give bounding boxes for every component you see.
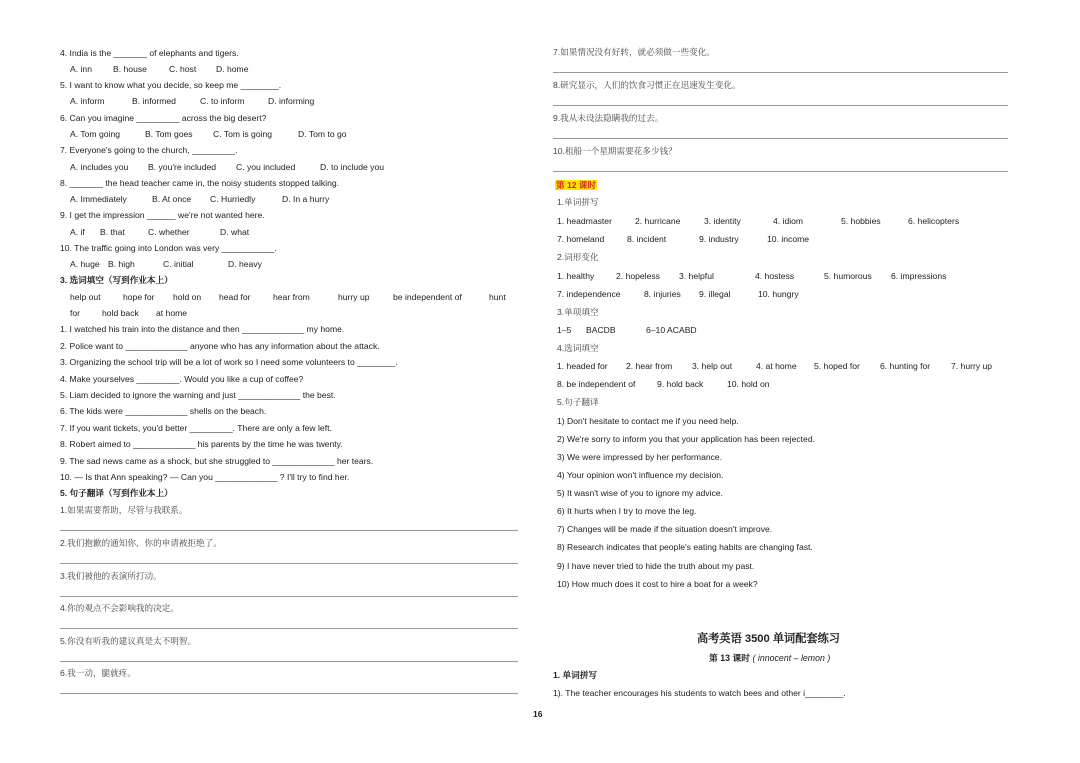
option-c: C. you included xyxy=(236,162,296,172)
translation-item-9: 9.我从未设法隐瞒我的过去。 xyxy=(553,113,664,123)
answer-item: 2. hear from xyxy=(626,361,673,371)
option-d: D. Tom to go xyxy=(298,129,347,139)
translation-item-5: 5.你没有听我的建议真是太不明智。 xyxy=(60,636,197,646)
translation-answer-4: 4) Your opinion won't influence my decision. xyxy=(557,470,724,480)
answer-item: 5. humorous xyxy=(824,271,872,281)
option-c: C. Hurriedly xyxy=(210,194,256,204)
option-c: C. to inform xyxy=(200,96,245,106)
answer-item: 2. hopeless xyxy=(616,271,660,281)
option-a: A. Immediately xyxy=(70,194,127,204)
answer-item: 7. homeland xyxy=(557,234,605,244)
answer-item: 2. hurricane xyxy=(635,216,681,226)
translation-answer-3: 3) We were impressed by her performance. xyxy=(557,452,723,462)
mc-question-5: 5. I want to know what you decide, so keep me ________. xyxy=(60,80,282,90)
answer-item: 10. hungry xyxy=(758,289,799,299)
answer-item: 9. industry xyxy=(699,234,739,244)
answer-item: 6. hunting for xyxy=(880,361,931,371)
fill-item-4: 4. Make yourselves _________. Would you like a cup of coffee? xyxy=(60,374,304,384)
translation-item-8: 8.研究显示，人们的饮食习惯正在迅速发生变化。 xyxy=(553,80,741,90)
word-bank-item: hurry up xyxy=(338,292,370,302)
page-number: 16 xyxy=(533,709,543,719)
mc-question-4: 4. India is the _______ of elephants and tigers. xyxy=(60,48,239,58)
answer-section-4-title: 4.选词填空 xyxy=(557,343,599,353)
mc-question-10: 10. The traffic going into London was very ___________. xyxy=(60,243,277,253)
lesson-13-section-1-title: 1. 单词拼写 xyxy=(553,670,597,680)
fill-item-9: 9. The sad news came as a shock, but she struggled to _____________ her tears. xyxy=(60,456,374,466)
answer-item: 5. hoped for xyxy=(814,361,860,371)
section-3-title: 3. 选词填空（写到作业本上） xyxy=(60,275,173,285)
mc-question-6: 6. Can you imagine _________ across the big desert? xyxy=(60,113,267,123)
answer-line xyxy=(60,563,518,564)
translation-item-7: 7.如果情况没有好转，就必须做一些变化。 xyxy=(553,47,715,57)
lesson-12-heading xyxy=(555,180,597,191)
answer-item: 6. helicopters xyxy=(908,216,960,226)
answer-item: 1. headed for xyxy=(557,361,608,371)
option-b: B. At once xyxy=(152,194,192,204)
option-c: C. Tom is going xyxy=(213,129,273,139)
option-c: C. host xyxy=(169,64,197,74)
fill-item-1: 1. I watched his train into the distance and then _____________ my home. xyxy=(60,324,345,334)
translation-item-6: 6.我一动，腿就疼。 xyxy=(60,668,136,678)
option-b: B. you're included xyxy=(148,162,217,172)
answer-line xyxy=(553,138,1008,139)
answer-line xyxy=(60,693,518,694)
mc-question-8: 8. _______ the head teacher came in, the noisy students stopped talking. xyxy=(60,178,340,188)
translation-answer-8: 8) Research indicates that people's eating habits are changing fast. xyxy=(557,542,813,552)
option-a: A. huge xyxy=(70,259,100,269)
translation-answer-1: 1) Don't hesitate to contact me if you need help. xyxy=(557,416,739,426)
word-bank-item: hear from xyxy=(273,292,310,302)
word-bank-item: head for xyxy=(219,292,251,302)
answer-item: 1–5 xyxy=(557,325,572,335)
translation-item-2: 2.我们抱歉的通知你，你的申请被拒绝了。 xyxy=(60,538,222,548)
word-bank-item: at home xyxy=(156,308,188,318)
translation-item-10: 10.租船一个星期需要花多少钱？ xyxy=(553,146,677,156)
answer-item: 1. headmaster xyxy=(557,216,612,226)
answer-line xyxy=(60,661,518,662)
answer-item: 4. at home xyxy=(756,361,797,371)
answer-item: 4. hostess xyxy=(755,271,795,281)
fill-item-7: 7. If you want tickets, you'd better _________. There are only a few left. xyxy=(60,423,332,433)
lesson-13-label: 第 13 课时 xyxy=(709,653,751,663)
lesson-13-heading xyxy=(709,651,830,664)
option-a: A. if xyxy=(70,227,85,237)
option-a: A. inn xyxy=(70,64,92,74)
answer-section-3-title: 3.单项填空 xyxy=(557,307,599,317)
word-bank-item: hold on xyxy=(173,292,202,302)
word-bank-item: help out xyxy=(70,292,101,302)
word-bank-item: hunt xyxy=(489,292,506,302)
option-d: D. In a hurry xyxy=(282,194,330,204)
word-bank-item: be independent of xyxy=(393,292,462,302)
answer-item: 8. injuries xyxy=(644,289,681,299)
answer-line xyxy=(60,596,518,597)
answer-item: 3. helpful xyxy=(679,271,714,281)
answer-section-1-title: 1.单词拼写 xyxy=(557,197,599,207)
answer-item: 7. independence xyxy=(557,289,621,299)
word-bank-item: hope for xyxy=(123,292,155,302)
lesson-12-label: 第 12 课时 xyxy=(556,180,597,190)
option-d: D. heavy xyxy=(228,259,262,269)
option-c: C. whether xyxy=(148,227,190,237)
answer-line xyxy=(60,628,518,629)
answer-item: 3. help out xyxy=(692,361,733,371)
translation-answer-9: 9) I have never tried to hide the truth about my past. xyxy=(557,561,755,571)
option-a: A. Tom going xyxy=(70,129,121,139)
answer-line xyxy=(553,171,1008,172)
option-b: B. high xyxy=(108,259,135,269)
answer-item: 9. illegal xyxy=(699,289,731,299)
option-b: B. Tom goes xyxy=(145,129,193,139)
option-d: D. home xyxy=(216,64,249,74)
mc-question-9: 9. I get the impression ______ we're not wanted here. xyxy=(60,210,265,220)
translation-item-4: 4.你的观点不会影响我的决定。 xyxy=(60,603,179,613)
mc-question-7: 7. Everyone's going to the church, _________. xyxy=(60,145,238,155)
translation-answer-2: 2) We're sorry to inform you that your application has been rejected. xyxy=(557,434,815,444)
fill-item-2: 2. Police want to _____________ anyone who has any information about the attack. xyxy=(60,341,380,351)
answer-item: 4. idiom xyxy=(773,216,804,226)
answer-section-5-title: 5.句子翻译 xyxy=(557,397,599,407)
option-c: C. initial xyxy=(163,259,194,269)
book-title: 高考英语 3500 单词配套练习 xyxy=(697,633,840,645)
fill-item-10: 10. — Is that Ann speaking? — Can you _____________ ? I'll try to find her. xyxy=(60,472,350,482)
fill-item-6: 6. The kids were _____________ shells on the beach. xyxy=(60,406,267,416)
option-a: A. inform xyxy=(70,96,105,106)
lesson-13-range: ( innocent – lemon ) xyxy=(752,653,831,663)
option-d: D. informing xyxy=(268,96,315,106)
answer-item: 8. be independent of xyxy=(557,379,636,389)
answer-section-2-title: 2.词形变化 xyxy=(557,252,599,262)
translation-item-1: 1.如果需要帮助，尽管与我联系。 xyxy=(60,505,188,515)
translation-answer-6: 6) It hurts when I try to move the leg. xyxy=(557,506,697,516)
translation-answer-7: 7) Changes will be made if the situation doesn't improve. xyxy=(557,524,773,534)
answer-item: BACDB xyxy=(586,325,616,335)
answer-item: 1. healthy xyxy=(557,271,595,281)
option-d: D. to include you xyxy=(320,162,385,172)
answer-line xyxy=(553,72,1008,73)
option-b: B. that xyxy=(100,227,125,237)
fill-item-5: 5. Liam decided to ignore the warning and just _____________ the best. xyxy=(60,390,336,400)
answer-item: 9. hold back xyxy=(657,379,704,389)
word-bank-item: for xyxy=(70,308,81,318)
option-b: B. house xyxy=(113,64,147,74)
answer-item: 8. incident xyxy=(627,234,667,244)
answer-item: 3. identity xyxy=(704,216,741,226)
fill-item-8: 8. Robert aimed to _____________ his parents by the time he was twenty. xyxy=(60,439,343,449)
translation-item-3: 3.我们被他的表演所打动。 xyxy=(60,571,162,581)
option-b: B. informed xyxy=(132,96,176,106)
translation-answer-5: 5) It wasn't wise of you to ignore my advice. xyxy=(557,488,723,498)
answer-item: 7. hurry up xyxy=(951,361,993,371)
answer-item: 10. income xyxy=(767,234,810,244)
answer-line xyxy=(60,530,518,531)
translation-answer-10: 10) How much does it cost to hire a boat for a week? xyxy=(557,579,758,589)
word-bank-item: hold back xyxy=(102,308,139,318)
option-a: A. includes you xyxy=(70,162,129,172)
section-5-title: 5. 句子翻译（写到作业本上） xyxy=(60,488,173,498)
answer-item: 10. hold on xyxy=(727,379,770,389)
answer-item: 6–10 ACABD xyxy=(646,325,697,335)
answer-line xyxy=(553,105,1008,106)
option-d: D. what xyxy=(220,227,250,237)
lesson-13-question-1: 1). The teacher encourages his students to watch bees and other i________. xyxy=(553,688,846,698)
answer-item: 5. hobbies xyxy=(841,216,881,226)
fill-item-3: 3. Organizing the school trip will be a lot of work so I need some volunteers to ________. xyxy=(60,357,398,367)
answer-item: 6. impressions xyxy=(891,271,947,281)
